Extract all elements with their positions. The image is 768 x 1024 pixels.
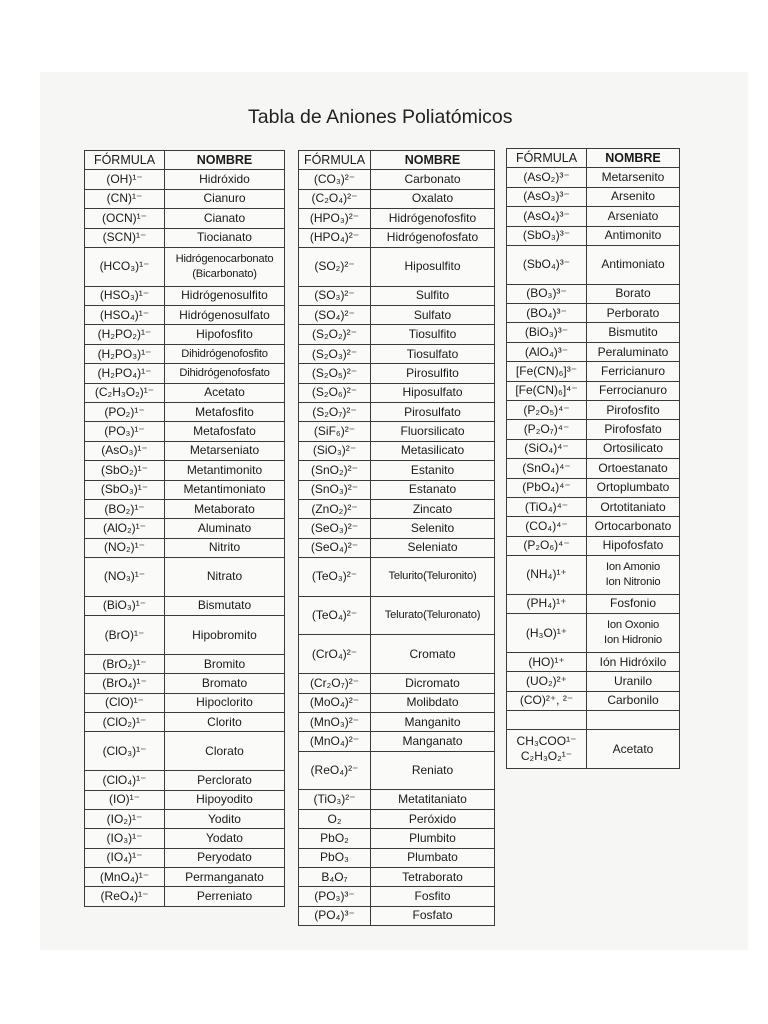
- table-row: [299, 402, 495, 421]
- table-row: [299, 189, 495, 208]
- name-cell: Metafosfito: [165, 402, 285, 421]
- formula-cell: (SiO₃)²⁻: [299, 441, 371, 460]
- table-row: [299, 422, 495, 441]
- name-cell: Ion Oxonio Ion Hidronio: [587, 614, 680, 653]
- table-row: [299, 538, 495, 557]
- name-cell: Perborato: [587, 304, 680, 323]
- formula-cell: PbO₂: [299, 829, 371, 848]
- formula-cell: (IO₂)¹⁻: [85, 809, 165, 828]
- formula-cell: (CrO₄)²⁻: [299, 635, 371, 674]
- table-row: [299, 751, 495, 790]
- table-row: [507, 536, 680, 555]
- table-row: [507, 711, 680, 730]
- table-row: [85, 209, 285, 228]
- formula-cell: (ReO₄)²⁻: [299, 751, 371, 790]
- anion-table-3: [506, 148, 680, 769]
- table-row: [299, 480, 495, 499]
- table-row: [299, 325, 495, 344]
- formula-cell: (ClO₄)¹⁻: [85, 771, 165, 790]
- table-row: [507, 420, 680, 439]
- name-cell: Sulfito: [371, 286, 495, 305]
- table-row: [507, 207, 680, 226]
- table-row: [85, 286, 285, 305]
- name-cell: Hipobromito: [165, 616, 285, 655]
- formula-cell: CH₃COO¹⁻ C₂H₃O₂¹⁻: [507, 730, 587, 769]
- table-header-row: [85, 151, 285, 170]
- name-cell: Peraluminato: [587, 342, 680, 361]
- formula-cell: (ReO₄)¹⁻: [85, 887, 165, 906]
- name-cell: Fluorsilicato: [371, 422, 495, 441]
- formula-cell: (CO₃)²⁻: [299, 170, 371, 189]
- name-cell: Hidrógenocarbonato (Bicarbonato): [165, 247, 285, 286]
- formula-cell: (SbO₂)¹⁻: [85, 461, 165, 480]
- formula-cell: (OCN)¹⁻: [85, 209, 165, 228]
- table-row: [85, 732, 285, 771]
- table-row: [85, 306, 285, 325]
- column-header-nombre: NOMBRE: [587, 149, 680, 168]
- name-cell: Antimoniato: [587, 245, 680, 284]
- table-row: [299, 519, 495, 538]
- table-row: [85, 674, 285, 693]
- formula-cell: [507, 711, 587, 730]
- name-cell: Ortotitaniato: [587, 497, 680, 516]
- formula-cell: (TeO₄)²⁻: [299, 596, 371, 635]
- formula-cell: (SbO₄)³⁻: [507, 245, 587, 284]
- name-cell: Bromito: [165, 654, 285, 673]
- name-cell: Sulfato: [371, 306, 495, 325]
- table-row: [85, 325, 285, 344]
- formula-cell: O₂: [299, 809, 371, 828]
- table-row: [85, 441, 285, 460]
- name-cell: Ferricianuro: [587, 362, 680, 381]
- table-row: [85, 364, 285, 383]
- table-row: [299, 887, 495, 906]
- table-row: [85, 868, 285, 887]
- formula-cell: (AsO₃)³⁻: [507, 187, 587, 206]
- formula-cell: (SiO₄)⁴⁻: [507, 439, 587, 458]
- name-cell: Hipofosfito: [165, 325, 285, 344]
- name-cell: Metantimoniato: [165, 480, 285, 499]
- name-cell: Dihidrógenofosfato: [165, 364, 285, 383]
- name-cell: Acetato: [165, 383, 285, 402]
- column-header-nombre: NOMBRE: [165, 151, 285, 170]
- name-cell: Hipofosfato: [587, 536, 680, 555]
- table-row: [507, 381, 680, 400]
- name-cell: Zincato: [371, 499, 495, 518]
- column-header-formula: FÓRMULA: [299, 151, 371, 170]
- table-row: [85, 771, 285, 790]
- formula-cell: (AlO₂)¹⁻: [85, 519, 165, 538]
- formula-cell: (HSO₄)¹⁻: [85, 306, 165, 325]
- formula-cell: (SnO₂)²⁻: [299, 461, 371, 480]
- table-row: [85, 228, 285, 247]
- table-row: [299, 867, 495, 886]
- name-cell: Peróxido: [371, 809, 495, 828]
- name-cell: Ortoestanato: [587, 459, 680, 478]
- table-row: [85, 887, 285, 906]
- formula-cell: (NO₃)¹⁻: [85, 558, 165, 597]
- formula-cell: (IO₃)¹⁻: [85, 829, 165, 848]
- name-cell: Pirofosfito: [587, 400, 680, 419]
- name-cell: Borato: [587, 284, 680, 303]
- table-row: [85, 499, 285, 518]
- table-row: [85, 461, 285, 480]
- formula-cell: (SbO₃)³⁻: [507, 226, 587, 245]
- formula-cell: (AsO₂)³⁻: [507, 168, 587, 187]
- table-row: [299, 674, 495, 693]
- table-row: [299, 829, 495, 848]
- table-row: [299, 461, 495, 480]
- page-title: Tabla de Aniones Poliatómicos: [248, 106, 513, 128]
- name-cell: Hidróxido: [165, 170, 285, 189]
- name-cell: Carbonilo: [587, 691, 680, 710]
- formula-cell: (BO₂)¹⁻: [85, 499, 165, 518]
- formula-cell: (NH₄)¹⁺: [507, 556, 587, 595]
- table-row: [299, 732, 495, 751]
- table-row: [85, 693, 285, 712]
- formula-cell: (AsO₄)³⁻: [507, 207, 587, 226]
- formula-cell: (ClO₃)¹⁻: [85, 732, 165, 771]
- formula-cell: (S₂O₅)²⁻: [299, 364, 371, 383]
- table-row: [299, 693, 495, 712]
- name-cell: Hidrógenosulfito: [165, 286, 285, 305]
- formula-cell: (HO)¹⁺: [507, 652, 587, 671]
- formula-cell: (ClO₂)¹⁻: [85, 713, 165, 732]
- table-row: [85, 480, 285, 499]
- name-cell: Tiocianato: [165, 228, 285, 247]
- formula-cell: (SeO₄)²⁻: [299, 538, 371, 557]
- table-row: [507, 497, 680, 516]
- name-cell: Metarseniato: [165, 441, 285, 460]
- name-cell: [587, 711, 680, 730]
- table-row: [85, 422, 285, 441]
- table-header-row: [507, 149, 680, 168]
- table-row: [507, 439, 680, 458]
- table-row: [85, 654, 285, 673]
- name-cell: Pirosulfato: [371, 402, 495, 421]
- formula-cell: (UO₂)²⁺: [507, 672, 587, 691]
- table-row: [299, 228, 495, 247]
- name-cell: Carbonato: [371, 170, 495, 189]
- name-cell: Molibdato: [371, 693, 495, 712]
- formula-cell: (MoO₄)²⁻: [299, 693, 371, 712]
- name-cell: Tetraborato: [371, 867, 495, 886]
- formula-cell: (PO₄)³⁻: [299, 906, 371, 925]
- column-header-formula: FÓRMULA: [507, 149, 587, 168]
- name-cell: Fosfato: [371, 906, 495, 925]
- table-row: [507, 556, 680, 595]
- formula-cell: (BO₄)³⁻: [507, 304, 587, 323]
- name-cell: Antimonito: [587, 226, 680, 245]
- name-cell: Hiposulfito: [371, 247, 495, 286]
- name-cell: Selenito: [371, 519, 495, 538]
- name-cell: Pirofosfato: [587, 420, 680, 439]
- name-cell: Fosfonio: [587, 594, 680, 613]
- formula-cell: [Fe(CN)₆]³⁻: [507, 362, 587, 381]
- table-row: [299, 209, 495, 228]
- table-row: [507, 652, 680, 671]
- formula-cell: (SnO₄)⁴⁻: [507, 459, 587, 478]
- table-header-row: [299, 151, 495, 170]
- table-row: [299, 364, 495, 383]
- formula-cell: (H₂PO₃)¹⁻: [85, 344, 165, 363]
- table-row: [507, 691, 680, 710]
- table-row: [507, 342, 680, 361]
- name-cell: Manganito: [371, 712, 495, 731]
- formula-cell: (MnO₄)²⁻: [299, 732, 371, 751]
- table-row: [299, 848, 495, 867]
- table-row: [85, 402, 285, 421]
- name-cell: Metantimonito: [165, 461, 285, 480]
- table-row: [85, 344, 285, 363]
- name-cell: Hipoclorito: [165, 693, 285, 712]
- name-cell: Tiosulfito: [371, 325, 495, 344]
- formula-cell: PbO₃: [299, 848, 371, 867]
- formula-cell: (BrO₄)¹⁻: [85, 674, 165, 693]
- name-cell: Oxalato: [371, 189, 495, 208]
- name-cell: Metasilicato: [371, 441, 495, 460]
- formula-cell: (PH₄)¹⁺: [507, 594, 587, 613]
- table-row: [85, 713, 285, 732]
- name-cell: Dihidrógenofosfito: [165, 344, 285, 363]
- formula-cell: B₄O₇: [299, 867, 371, 886]
- name-cell: Hidrógenofosfato: [371, 228, 495, 247]
- formula-cell: (S₂O₂)²⁻: [299, 325, 371, 344]
- name-cell: Clorato: [165, 732, 285, 771]
- formula-cell: (S₂O₆)²⁻: [299, 383, 371, 402]
- table-row: [507, 245, 680, 284]
- table-row: [85, 829, 285, 848]
- table-row: [85, 519, 285, 538]
- formula-cell: (H₂PO₄)¹⁻: [85, 364, 165, 383]
- table-row: [507, 672, 680, 691]
- name-cell: Reniato: [371, 751, 495, 790]
- name-cell: Cianuro: [165, 189, 285, 208]
- formula-cell: (MnO₄)¹⁻: [85, 868, 165, 887]
- name-cell: Perreniato: [165, 887, 285, 906]
- table-row: [507, 730, 680, 769]
- formula-cell: (SiF₆)²⁻: [299, 422, 371, 441]
- table-row: [299, 596, 495, 635]
- name-cell: Telurato(Teluronato): [371, 596, 495, 635]
- formula-cell: (CN)¹⁻: [85, 189, 165, 208]
- formula-cell: (CO)²⁺, ²⁻: [507, 691, 587, 710]
- formula-cell: (SCN)¹⁻: [85, 228, 165, 247]
- table-row: [507, 614, 680, 653]
- table-row: [85, 383, 285, 402]
- name-cell: Aluminato: [165, 519, 285, 538]
- formula-cell: (ClO)¹⁻: [85, 693, 165, 712]
- formula-cell: (C₂H₃O₂)¹⁻: [85, 383, 165, 402]
- table-row: [507, 459, 680, 478]
- formula-cell: (SO₄)²⁻: [299, 306, 371, 325]
- formula-cell: (NO₂)¹⁻: [85, 538, 165, 557]
- name-cell: Hiposulfato: [371, 383, 495, 402]
- name-cell: Perclorato: [165, 771, 285, 790]
- table-row: [85, 848, 285, 867]
- table-row: [507, 226, 680, 245]
- formula-cell: (SeO₃)²⁻: [299, 519, 371, 538]
- anion-table-2: [298, 150, 495, 926]
- formula-cell: (BiO₃)³⁻: [507, 323, 587, 342]
- table-row: [299, 344, 495, 363]
- formula-cell: (TeO₃)²⁻: [299, 558, 371, 597]
- formula-cell: (P₂O₅)⁴⁻: [507, 400, 587, 419]
- name-cell: Arseniato: [587, 207, 680, 226]
- formula-cell: (SO₃)²⁻: [299, 286, 371, 305]
- formula-cell: (AsO₃)¹⁻: [85, 441, 165, 460]
- table-row: [85, 170, 285, 189]
- table-row: [299, 306, 495, 325]
- name-cell: Metatitaniato: [371, 790, 495, 809]
- formula-cell: (P₂O₇)⁴⁻: [507, 420, 587, 439]
- name-cell: Fosfito: [371, 887, 495, 906]
- formula-cell: (BiO₃)¹⁻: [85, 596, 165, 615]
- name-cell: Cianato: [165, 209, 285, 228]
- table-row: [299, 286, 495, 305]
- name-cell: Clorito: [165, 713, 285, 732]
- name-cell: Yodito: [165, 809, 285, 828]
- formula-cell: (SnO₃)²⁻: [299, 480, 371, 499]
- table-row: [85, 790, 285, 809]
- name-cell: Ortoplumbato: [587, 478, 680, 497]
- name-cell: Telurito(Teluronito): [371, 558, 495, 597]
- name-cell: Estanito: [371, 461, 495, 480]
- table-row: [507, 594, 680, 613]
- name-cell: Dicromato: [371, 674, 495, 693]
- formula-cell: (IO)¹⁻: [85, 790, 165, 809]
- formula-cell: (H₃O)¹⁺: [507, 614, 587, 653]
- table-row: [507, 304, 680, 323]
- name-cell: Bismutito: [587, 323, 680, 342]
- formula-cell: (MnO₃)²⁻: [299, 712, 371, 731]
- table-row: [85, 558, 285, 597]
- name-cell: Cromato: [371, 635, 495, 674]
- table-row: [85, 616, 285, 655]
- formula-cell: [Fe(CN)₆]⁴⁻: [507, 381, 587, 400]
- formula-cell: (HCO₃)¹⁻: [85, 247, 165, 286]
- table-row: [85, 189, 285, 208]
- name-cell: Bismutato: [165, 596, 285, 615]
- formula-cell: (SbO₃)¹⁻: [85, 480, 165, 499]
- name-cell: Nitrito: [165, 538, 285, 557]
- name-cell: Metafosfato: [165, 422, 285, 441]
- table-row: [299, 790, 495, 809]
- column-header-nombre: NOMBRE: [371, 151, 495, 170]
- formula-cell: (BO₃)³⁻: [507, 284, 587, 303]
- formula-cell: (HPO₃)²⁻: [299, 209, 371, 228]
- table-row: [299, 712, 495, 731]
- formula-cell: (IO₄)¹⁻: [85, 848, 165, 867]
- name-cell: Acetato: [587, 730, 680, 769]
- table-row: [507, 284, 680, 303]
- name-cell: Hipoyodito: [165, 790, 285, 809]
- name-cell: Hidrógenofosfito: [371, 209, 495, 228]
- name-cell: Seleniato: [371, 538, 495, 557]
- formula-cell: (S₂O₃)²⁻: [299, 344, 371, 363]
- table-row: [507, 362, 680, 381]
- name-cell: Bromato: [165, 674, 285, 693]
- name-cell: Ion Amonio Ion Nitronio: [587, 556, 680, 595]
- table-row: [299, 635, 495, 674]
- name-cell: Ortosilicato: [587, 439, 680, 458]
- table-row: [299, 558, 495, 597]
- name-cell: Yodato: [165, 829, 285, 848]
- table-row: [299, 441, 495, 460]
- table-row: [299, 383, 495, 402]
- formula-cell: (TiO₃)²⁻: [299, 790, 371, 809]
- table-row: [507, 187, 680, 206]
- name-cell: Peryodato: [165, 848, 285, 867]
- formula-cell: (HPO₄)²⁻: [299, 228, 371, 247]
- table-row: [299, 170, 495, 189]
- table-row: [85, 596, 285, 615]
- table-row: [507, 517, 680, 536]
- table-row: [299, 499, 495, 518]
- formula-cell: (C₂O₄)²⁻: [299, 189, 371, 208]
- name-cell: Permanganato: [165, 868, 285, 887]
- name-cell: Nitrato: [165, 558, 285, 597]
- formula-cell: (PO₃)³⁻: [299, 887, 371, 906]
- formula-cell: (PbO₄)⁴⁻: [507, 478, 587, 497]
- formula-cell: (H₂PO₂)¹⁻: [85, 325, 165, 344]
- formula-cell: (S₂O₇)²⁻: [299, 402, 371, 421]
- name-cell: Uranilo: [587, 672, 680, 691]
- name-cell: Pirosulfito: [371, 364, 495, 383]
- formula-cell: (BrO₂)¹⁻: [85, 654, 165, 673]
- formula-cell: (Cr₂O₇)²⁻: [299, 674, 371, 693]
- table-row: [507, 400, 680, 419]
- column-header-formula: FÓRMULA: [85, 151, 165, 170]
- formula-cell: (AlO₄)³⁻: [507, 342, 587, 361]
- formula-cell: (ZnO₂)²⁻: [299, 499, 371, 518]
- formula-cell: (P₂O₆)⁴⁻: [507, 536, 587, 555]
- formula-cell: (PO₃)¹⁻: [85, 422, 165, 441]
- formula-cell: (CO₄)⁴⁻: [507, 517, 587, 536]
- table-row: [85, 247, 285, 286]
- formula-cell: (PO₂)¹⁻: [85, 402, 165, 421]
- name-cell: Ión Hidróxilo: [587, 652, 680, 671]
- formula-cell: (OH)¹⁻: [85, 170, 165, 189]
- name-cell: Tiosulfato: [371, 344, 495, 363]
- name-cell: Ortocarbonato: [587, 517, 680, 536]
- table-row: [299, 809, 495, 828]
- name-cell: Ferrocianuro: [587, 381, 680, 400]
- anion-table-1: [84, 150, 285, 907]
- formula-cell: (BrO)¹⁻: [85, 616, 165, 655]
- name-cell: Metarsenito: [587, 168, 680, 187]
- name-cell: Plumbito: [371, 829, 495, 848]
- table-row: [85, 809, 285, 828]
- table-row: [299, 247, 495, 286]
- table-row: [299, 906, 495, 925]
- name-cell: Arsenito: [587, 187, 680, 206]
- formula-cell: (HSO₃)¹⁻: [85, 286, 165, 305]
- name-cell: Plumbato: [371, 848, 495, 867]
- name-cell: Hidrógenosulfato: [165, 306, 285, 325]
- table-row: [85, 538, 285, 557]
- name-cell: Metaborato: [165, 499, 285, 518]
- name-cell: Estanato: [371, 480, 495, 499]
- table-row: [507, 323, 680, 342]
- formula-cell: (TiO₄)⁴⁻: [507, 497, 587, 516]
- table-row: [507, 168, 680, 187]
- table-row: [507, 478, 680, 497]
- formula-cell: (SO₂)²⁻: [299, 247, 371, 286]
- name-cell: Manganato: [371, 732, 495, 751]
